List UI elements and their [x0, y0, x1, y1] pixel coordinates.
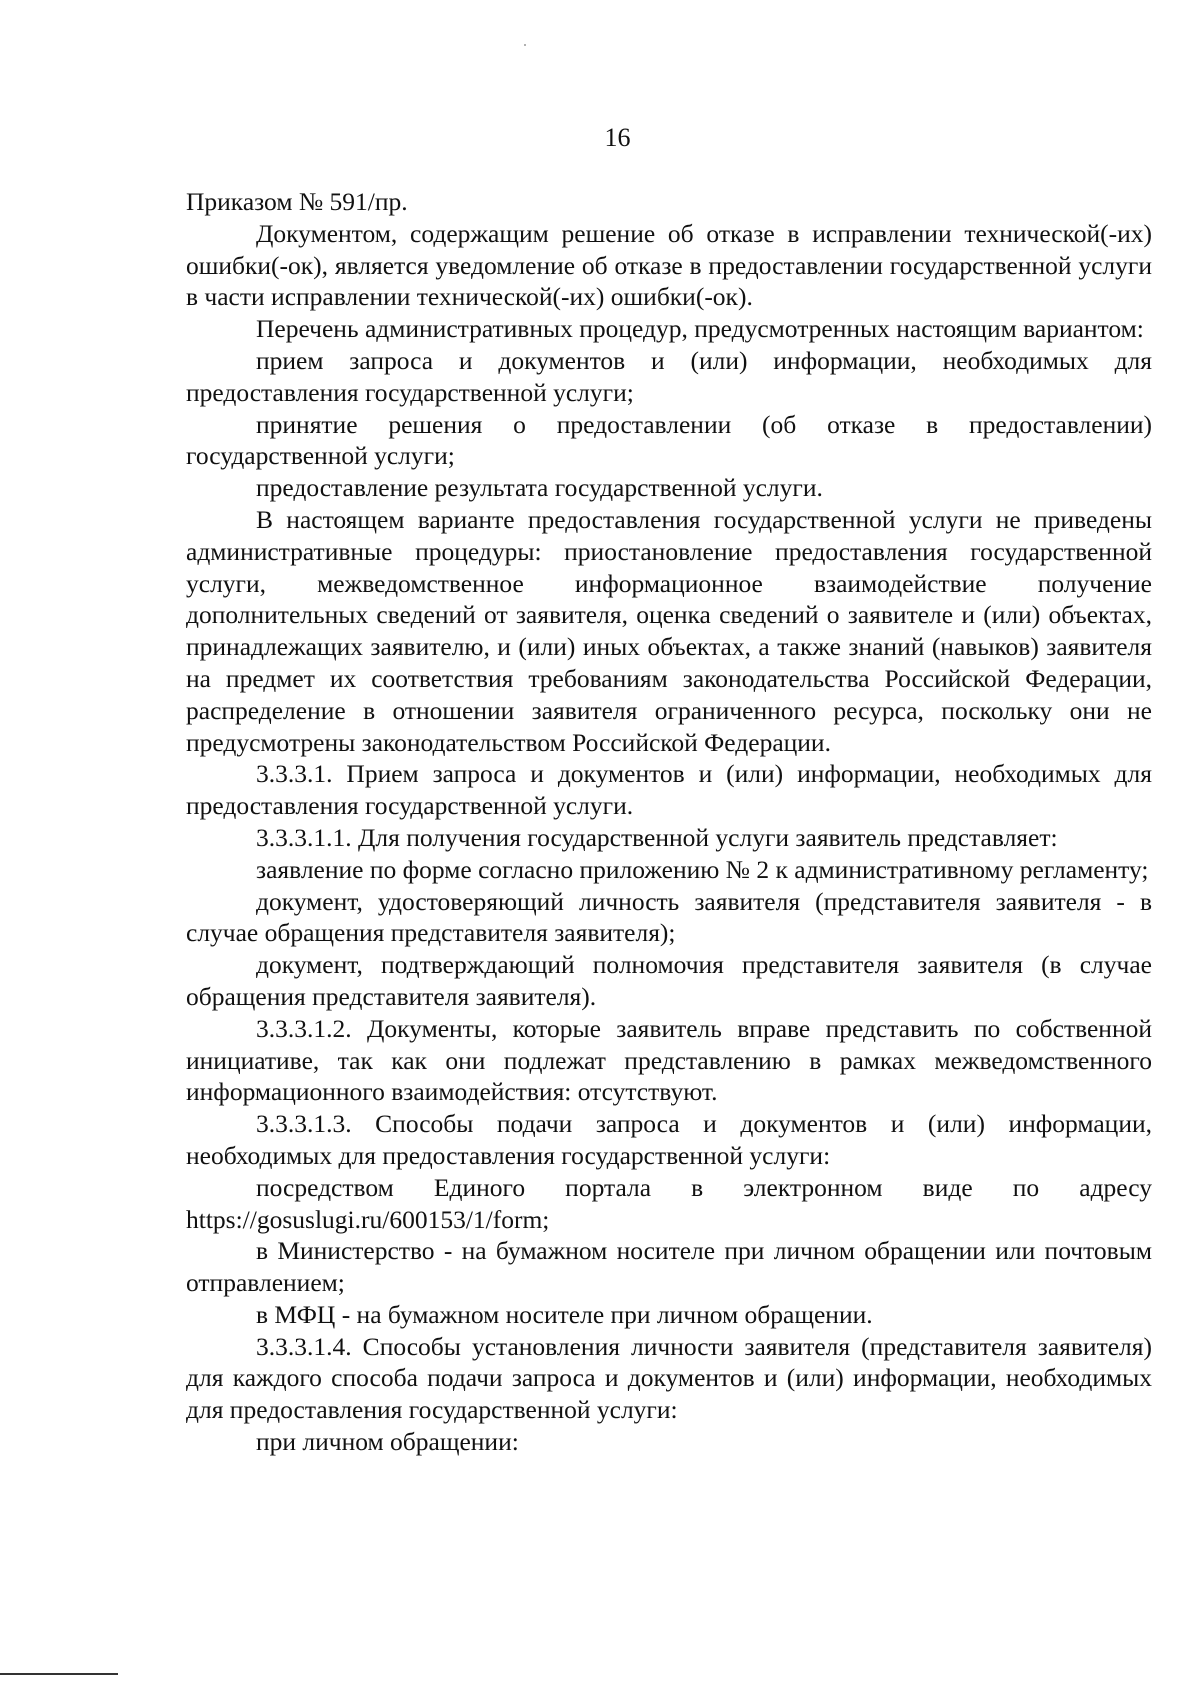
- paragraph-section-3-3-3-1-2: 3.3.3.1.2. Документы, которые заявитель вправе представить по собственной инициативе, так как они подлежат представлению в рамках межведомственного информационного взаимодействия: отсутствуют.: [186, 1013, 1152, 1107]
- paragraph-section-3-3-3-1-1: 3.3.3.1.1. Для получения государственной услуги заявитель представляет:: [256, 822, 1058, 852]
- page-number: 16: [604, 123, 631, 152]
- scan-artifact-edge-line: [0, 1673, 118, 1675]
- paragraph-in-person: при личном обращении:: [256, 1427, 519, 1457]
- paragraph-procedures-list-intro: Перечень административных процедур, предусмотренных настоящим вариантом:: [256, 314, 1144, 344]
- paragraph-order-reference: Приказом № 591/пр.: [186, 187, 408, 216]
- paragraph-unified-portal: посредством Единого портала в электронном виде по адресу https://gosuslugi.ru/600153/1/form;: [186, 1172, 1152, 1234]
- paragraph-procedure-result: предоставление результата государственной услуги.: [256, 473, 823, 503]
- paragraph-ministry-submission: в Министерство - на бумажном носителе при личном обращении или почтовым отправлением;: [186, 1236, 1152, 1298]
- paragraph-application-form: заявление по форме согласно приложению № 2 к административному регламенту;: [256, 854, 1149, 884]
- paragraph-section-3-3-3-1-3: 3.3.3.1.3. Способы подачи запроса и документов и (или) информации, необходимых для предоставления государственной услуги:: [186, 1109, 1152, 1170]
- paragraph-mfc-submission: в МФЦ - на бумажном носителе при личном обращении.: [256, 1299, 873, 1329]
- paragraph-section-3-3-3-1: 3.3.3.1. Прием запроса и документов и (или) информации, необходимых для предоставления государственной услуги.: [186, 759, 1152, 821]
- paragraph-procedure-decision: принятие решения о предоставлении (об отказе в предоставлении) государственной услуги;: [186, 409, 1152, 471]
- paragraph-refusal-document: Документом, содержащим решение об отказе в исправлении технической(-их) ошибки(-ок), является уведомление об отказе в предоставлении государственной услуги в части исправлении технической(-их) ошибки(-ок).: [186, 218, 1152, 312]
- paragraph-identity-document: документ, удостоверяющий личность заявителя (представителя заявителя - в случае обращения представителя заявителя);: [186, 886, 1152, 948]
- paragraph-section-3-3-3-1-4: 3.3.3.1.4. Способы установления личности заявителя (представителя заявителя) для каждого способа подачи запроса и документов и (или) информации, необходимых для предоставления государственной услуги:: [186, 1331, 1152, 1425]
- paragraph-procedure-request-intake: прием запроса и документов и (или) информации, необходимых для предоставления государственной услуги;: [186, 345, 1152, 407]
- document-body: [186, 186, 1152, 1458]
- paragraph-excluded-procedures: В настоящем варианте предоставления государственной услуги не приведены административные процедуры: приостановление предоставления государственной услуги, межведомственное информационное взаимодействие получение дополнительных сведений от заявителя, оценка сведений о заявителе и (или) объектах, принадлежащих заявителю, и (или) иных объектах, а также знаний (навыков) заявителя на предмет их соответствия требованиям законодательства Российской Федерации, распределение в отношении заявителя ограниченного ресурса, поскольку они не предусмотрены законодательством Российской Федерации.: [186, 504, 1152, 757]
- scan-artifact-dot: [524, 44, 526, 46]
- paragraph-authority-document: документ, подтверждающий полномочия представителя заявителя (в случае обращения представителя заявителя).: [186, 950, 1152, 1011]
